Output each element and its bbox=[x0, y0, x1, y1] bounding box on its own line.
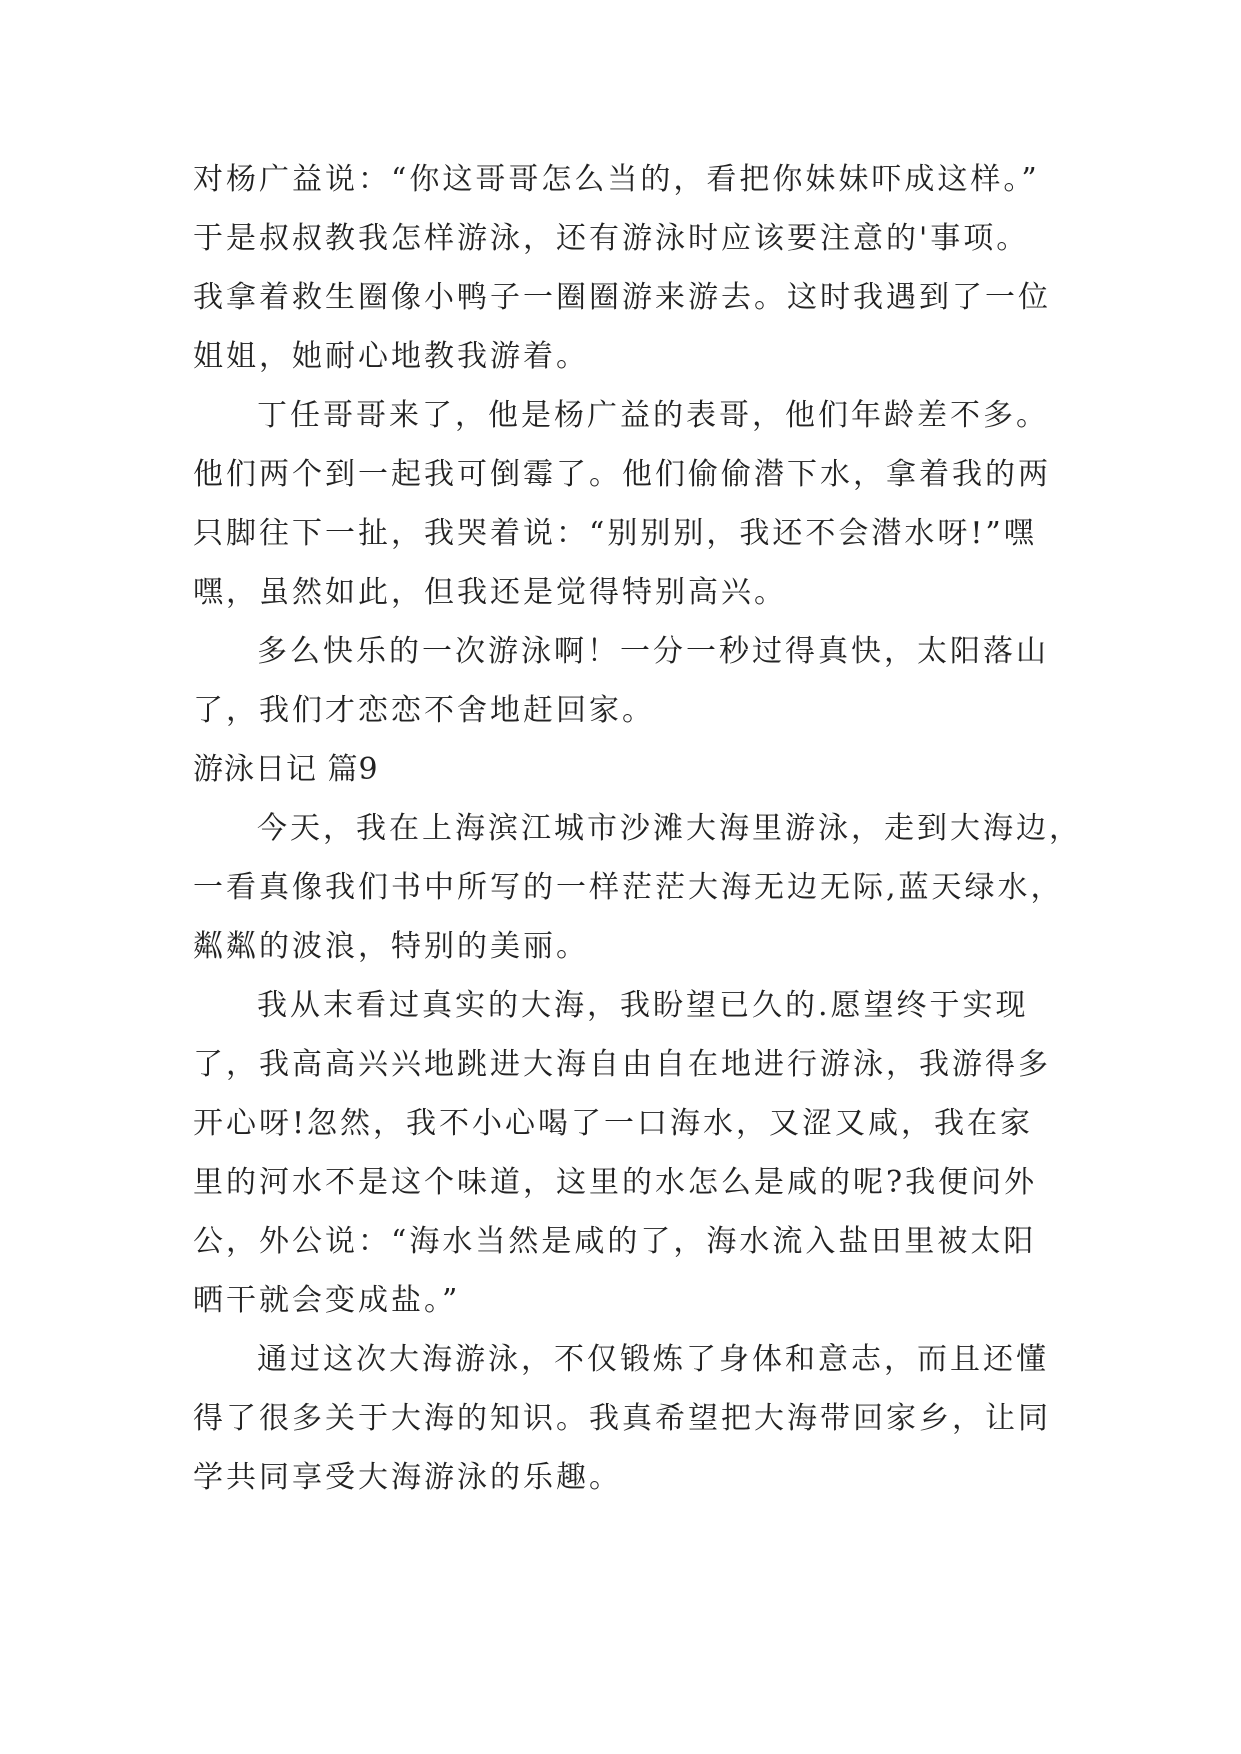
text-line: 晒干就会变成盐。” bbox=[193, 1283, 461, 1318]
text-line: 粼粼的波浪，特别的美丽。 bbox=[193, 929, 589, 964]
text-line: 了，我高高兴兴地跳进大海自由自在地进行游泳，我游得多 bbox=[193, 1047, 1051, 1082]
text-line: 公，外公说：“海水当然是咸的了，海水流入盐田里被太阳 bbox=[193, 1224, 1037, 1259]
text-line: 开心呀!忽然，我不小心喝了一口海水，又涩又咸，我在家 bbox=[193, 1106, 1034, 1141]
document-body bbox=[193, 150, 1082, 1507]
text-line: 今天，我在上海滨江城市沙滩大海里游泳，走到大海边， bbox=[257, 811, 1082, 846]
section-heading: 游泳日记 篇9 bbox=[193, 752, 379, 787]
text-line: 里的河水不是这个味道，这里的水怎么是咸的呢?我便问外 bbox=[193, 1165, 1038, 1200]
text-line: 学共同享受大海游泳的乐趣。 bbox=[193, 1460, 622, 1495]
text-line: 我拿着救生圈像小鸭子一圈圈游来游去。这时我遇到了一位 bbox=[193, 280, 1051, 315]
text-line: 他们两个到一起我可倒霉了。他们偷偷潜下水，拿着我的两 bbox=[193, 457, 1051, 492]
text-line: 得了很多关于大海的知识。我真希望把大海带回家乡，让同 bbox=[193, 1401, 1051, 1436]
text-line: 于是叔叔教我怎样游泳，还有游泳时应该要注意的'事项。 bbox=[193, 221, 1030, 256]
text-line: 多么快乐的一次游泳啊！一分一秒过得真快，太阳落山 bbox=[257, 634, 1049, 669]
text-line: 一看真像我们书中所写的一样茫茫大海无边无际,蓝天绿水， bbox=[193, 870, 1064, 905]
text-line: 只脚往下一扯，我哭着说：“别别别，我还不会潜水呀!”嘿 bbox=[193, 516, 1037, 551]
text-line: 嘿，虽然如此，但我还是觉得特别高兴。 bbox=[193, 575, 787, 610]
text-line: 通过这次大海游泳，不仅锻炼了身体和意志，而且还懂 bbox=[257, 1342, 1049, 1377]
text-line: 我从末看过真实的大海，我盼望已久的.愿望终于实现 bbox=[257, 988, 1029, 1023]
text-line: 对杨广益说：“你这哥哥怎么当的，看把你妹妹吓成这样。” bbox=[193, 162, 1040, 197]
text-line: 了，我们才恋恋不舍地赶回家。 bbox=[193, 693, 655, 728]
text-line: 丁任哥哥来了，他是杨广益的表哥，他们年龄差不多。 bbox=[257, 398, 1049, 433]
text-line: 姐姐，她耐心地教我游着。 bbox=[193, 339, 589, 374]
